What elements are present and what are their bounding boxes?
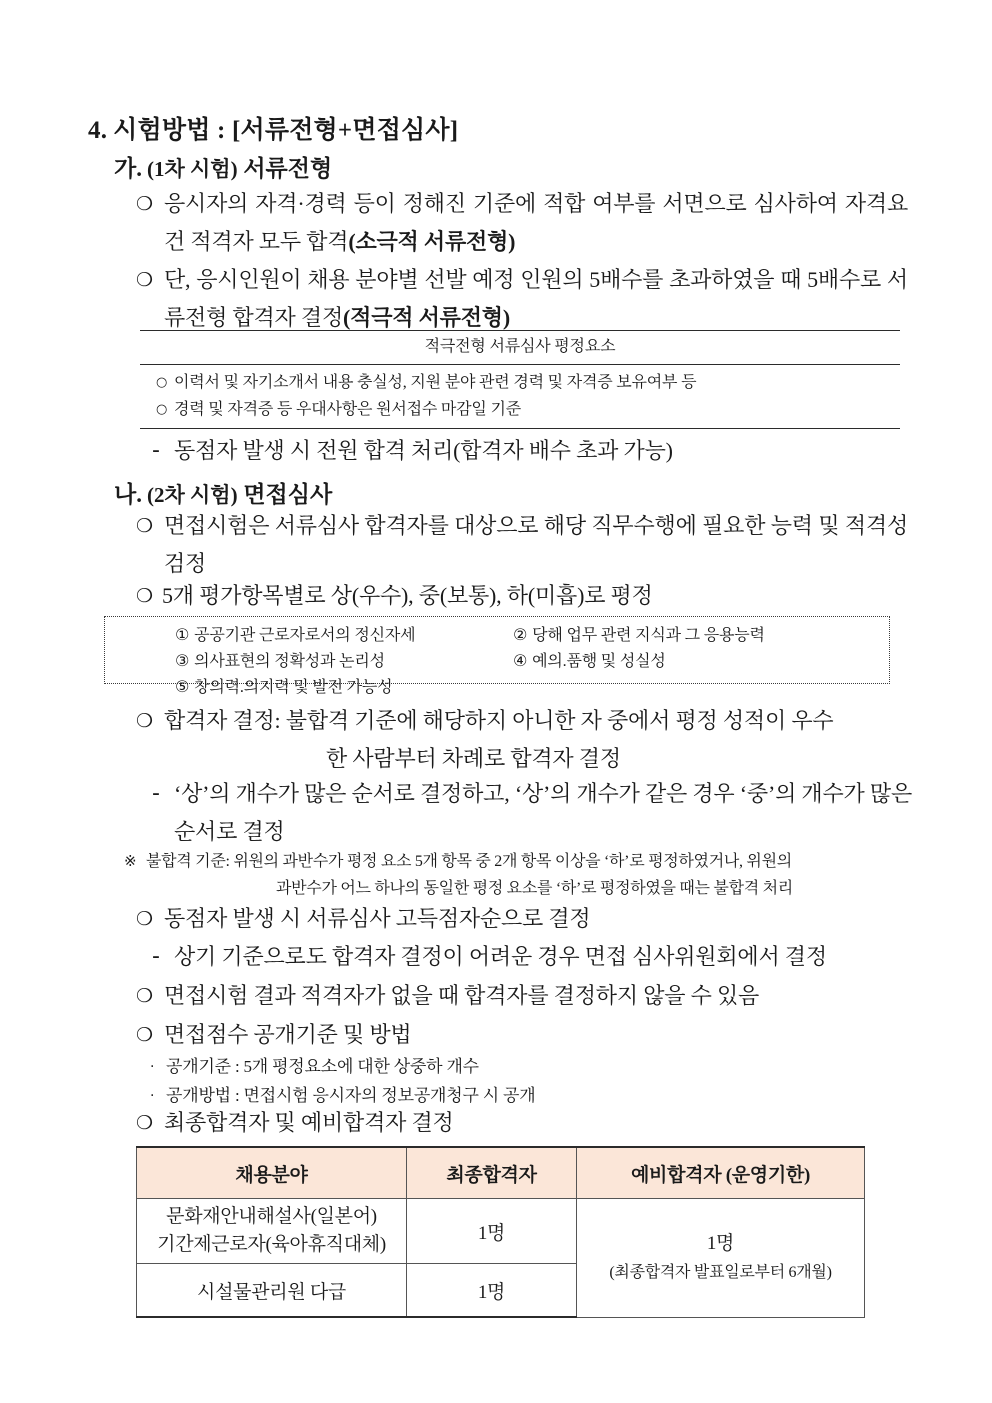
evaluation-item-text: 예의.품행 및 성실성: [532, 653, 666, 670]
bullet-no-qualified-text: 면접시험 결과 적격자가 없을 때 합격자를 결정하지 않을 수 있음: [164, 983, 760, 1008]
cell-field-2: 시설물관리원 다급: [137, 1264, 407, 1318]
subsection-a-lead: 가.: [114, 156, 142, 181]
dash-item-b-text: 상기 기준으로도 합격자 결정이 어려운 경우 면접 심사위원회에서 결정: [174, 944, 827, 969]
bullet-decision: [136, 702, 914, 778]
cell-final-2: 1명: [407, 1264, 577, 1318]
bullet-marker-icon: ❍: [136, 193, 153, 215]
criteria-box-body: [140, 365, 900, 428]
evaluation-item: [175, 622, 415, 648]
subsection-b-title: 면접심사: [243, 482, 333, 507]
bullet-marker-icon: ❍: [136, 1112, 153, 1134]
bullet-no-qualified: [136, 977, 908, 1015]
dash-marker-icon: -: [152, 438, 160, 463]
evaluation-items-right-column: [513, 622, 765, 674]
final-result-table: [136, 1146, 865, 1318]
criteria-item-text: 이력서 및 자기소개서 내용 충실성, 지원 분야 관련 경력 및 자격증 보유여부 등: [174, 374, 697, 391]
bullet-marker-icon: ❍: [136, 1024, 153, 1046]
column-header-reserve: 예비합격자 (운영기한): [577, 1147, 865, 1199]
bullet-tiebreak: [136, 900, 908, 938]
cell-reserve-note: (최종합격자 발표일로부터 6개월): [609, 1263, 832, 1281]
bullet-a-1-emphasis: (소극적 서류전형): [348, 229, 516, 254]
criteria-item: [156, 369, 900, 396]
middot-marker-icon: ·: [150, 1088, 155, 1104]
circle-marker-icon: ○: [156, 402, 168, 417]
evaluation-item: [175, 674, 415, 700]
decision-line-1: 합격자 결정: 불합격 기준에 해당하지 아니한 자 중에서 평정 성적이 우수: [164, 708, 834, 733]
bullet-a-2-emphasis: (적극적 서류전형): [343, 305, 510, 330]
bullet-marker-icon: ❍: [136, 710, 153, 732]
section-heading: [88, 110, 458, 146]
subsection-a-title: 서류전형: [243, 156, 333, 181]
subsection-b-lead: 나.: [114, 482, 142, 507]
bullet-b-2: [136, 577, 908, 615]
active-screening-criteria-box: [140, 330, 900, 429]
item-number-icon: ②: [513, 625, 528, 644]
subdot-disclosure-method-text: 공개방법 : 면접시험 응시자의 정보공개청구 시 공개: [166, 1086, 536, 1105]
evaluation-item-text: 의사표현의 정확성과 논리성: [194, 653, 385, 670]
column-header-final: 최종합격자: [407, 1147, 577, 1199]
evaluation-items-left-column: [175, 622, 415, 700]
disqualification-note-line-2: 과반수가 어느 하나의 동일한 평정 요소를 ‘하’로 평정하였을 때는 불합격 처리: [276, 880, 793, 897]
bullet-marker-icon: ❍: [136, 908, 153, 930]
bullet-score-disclosure-text: 면접점수 공개기준 및 방법: [164, 1022, 412, 1047]
disqualification-note-line-1: 불합격 기준: 위원의 과반수가 평정 요소 5개 항목 중 2개 항목 이상을 ‘하’로 평정하였거나, 위원의: [146, 853, 792, 870]
bullet-b-1: [136, 507, 908, 583]
evaluation-item: [175, 648, 415, 674]
table-row: [137, 1199, 865, 1264]
reference-marker-icon: ※: [124, 852, 137, 870]
evaluation-item-text: 당해 업무 관련 지식과 그 응용능력: [532, 627, 765, 644]
cell-field-1: [137, 1199, 407, 1264]
interview-evaluation-items-box: [104, 616, 890, 696]
dash-item-decision-text: ‘상’의 개수가 많은 순서로 결정하고, ‘상’의 개수가 같은 경우 ‘중’의 개수가 많은 순서로 결정: [174, 781, 912, 844]
bullet-a-1: [136, 185, 908, 261]
cell-final-1: 1명: [407, 1199, 577, 1264]
disqualification-note: [124, 848, 914, 902]
section-title: 시험방법 : [서류전형+면접심사]: [113, 117, 459, 144]
dash-item-b: [152, 938, 912, 976]
item-number-icon: ④: [513, 651, 528, 670]
bullet-final-successful-text: 최종합격자 및 예비합격자 결정: [164, 1110, 454, 1135]
bullet-b-2-text: 5개 평가항목별로 상(우수), 중(보통), 하(미흡)로 평정: [162, 583, 653, 608]
bullet-score-disclosure: [136, 1016, 908, 1054]
bullet-marker-icon: ❍: [136, 515, 153, 537]
cell-field-1-line-2: 기간제근로자(육아휴직대체): [157, 1234, 386, 1255]
cell-reserve: [577, 1199, 865, 1318]
subsection-heading-b: [114, 476, 332, 509]
bullet-marker-icon: ❍: [136, 585, 153, 607]
evaluation-item: [513, 648, 765, 674]
bullet-marker-icon: ❍: [136, 985, 153, 1007]
criteria-item-text: 경력 및 자격증 등 우대사항은 원서접수 마감일 기준: [174, 401, 521, 418]
dash-item-a: [152, 432, 912, 470]
criteria-item: [156, 396, 900, 423]
subsection-heading-a: [114, 150, 332, 183]
bullet-tiebreak-text: 동점자 발생 시 서류심사 고득점자순으로 결정: [164, 906, 591, 931]
dash-marker-icon: -: [152, 944, 160, 969]
bullet-b-1-text: 면접시험은 서류심사 합격자를 대상으로 해당 직무수행에 필요한 능력 및 적격성 검정: [164, 513, 908, 576]
column-header-field: 채용분야: [137, 1147, 407, 1199]
decision-line-2: 한 사람부터 차례로 합격자 결정: [326, 746, 621, 771]
dash-item-decision: [152, 775, 912, 851]
evaluation-item-text: 공공기관 근로자로서의 정신자세: [194, 627, 416, 644]
bullet-a-1-text: 응시자의 자격·경력 등이 정해진 기준에 적합 여부를 서면으로 심사하여 자격요건 적격자 모두 합격: [164, 191, 908, 254]
subdot-disclosure-standard: [150, 1052, 890, 1082]
circle-marker-icon: ○: [156, 375, 168, 390]
evaluation-item: [513, 622, 765, 648]
evaluation-item-text: 창의력.의지력 및 발전 가능성: [194, 679, 393, 696]
subsection-b-paren: (2차 시험): [146, 483, 238, 507]
cell-reserve-count: 1명: [706, 1232, 735, 1254]
item-number-icon: ⑤: [175, 677, 190, 696]
subsection-a-paren: (1차 시험): [146, 157, 238, 181]
item-number-icon: ③: [175, 651, 190, 670]
cell-field-1-line-1: 문화재안내해설사(일본어): [166, 1206, 377, 1227]
subdot-disclosure-standard-text: 공개기준 : 5개 평정요소에 대한 상중하 개수: [166, 1057, 479, 1076]
dash-marker-icon: -: [152, 781, 160, 806]
bullet-final-successful: [136, 1104, 908, 1142]
dash-item-a-text: 동점자 발생 시 전원 합격 처리(합격자 배수 초과 가능): [174, 438, 673, 463]
section-number: 4.: [88, 117, 108, 144]
bullet-marker-icon: ❍: [136, 269, 153, 291]
bullet-a-2-text: 단, 응시인원이 채용 분야별 선발 예정 인원의 5배수를 초과하였을 때 5배수로 서류전형 합격자 결정: [164, 267, 908, 330]
item-number-icon: ①: [175, 625, 190, 644]
criteria-box-title: 적극전형 서류심사 평정요소: [140, 331, 900, 365]
table-header-row: [137, 1147, 865, 1199]
bullet-a-2: [136, 261, 908, 337]
middot-marker-icon: ·: [150, 1059, 155, 1075]
